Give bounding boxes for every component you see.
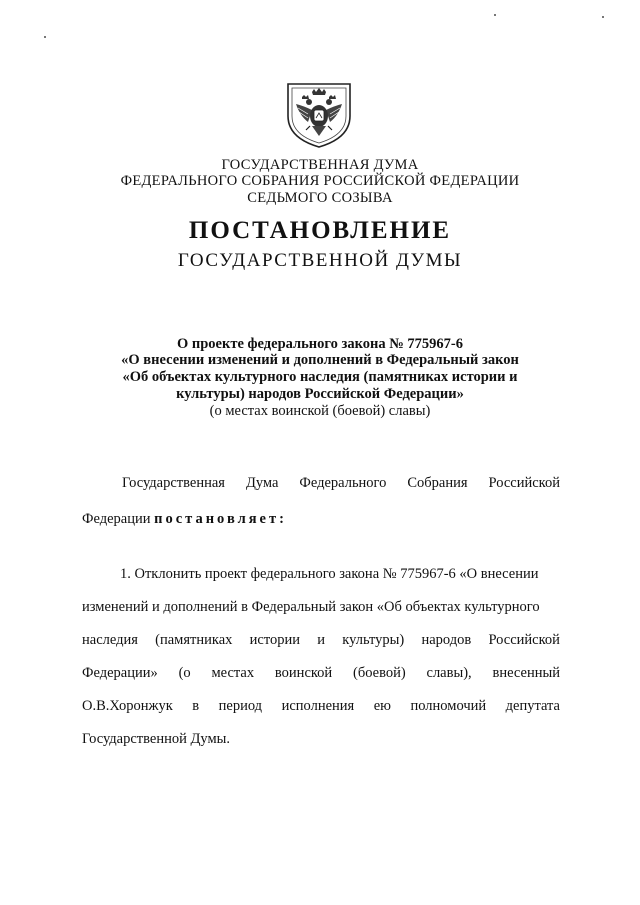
item1-line-6: Государственной Думы.	[82, 731, 230, 747]
preamble-word: Дума	[245, 475, 279, 491]
resolves-word: постановляет:	[154, 511, 287, 527]
subject-line-1: О проекте федерального закона № 775967-6	[176, 336, 464, 352]
subject-line-4: культуры) народов Российской Федерации»	[176, 386, 464, 402]
item1-line-2: изменений и дополнений в Федеральный закон «Об объектах культурного	[82, 599, 540, 615]
issuer-line-3: СЕДЬМОГО СОЗЫВА	[247, 190, 393, 206]
word: культуры)	[342, 632, 405, 648]
word: в	[192, 698, 200, 714]
preamble-word: Государственная	[122, 475, 225, 491]
word: депутата	[505, 698, 560, 714]
issuer-line-2: ФЕДЕРАЛЬНОГО СОБРАНИЯ РОССИЙСКОЙ ФЕДЕРАЦИИ	[120, 173, 520, 189]
subject-line-3: «Об объектах культурного наследия (памятниках истории и	[122, 369, 518, 385]
word: (о	[178, 665, 191, 681]
preamble-word: Собрания	[407, 475, 468, 491]
word: местах	[211, 665, 255, 681]
document-title: ПОСТАНОВЛЕНИЕ	[188, 217, 452, 244]
item1-line-4	[82, 664, 560, 682]
item1-line-5	[82, 697, 560, 715]
word: ею	[373, 698, 391, 714]
scan-speck	[44, 36, 46, 38]
scan-speck	[602, 16, 604, 18]
word: О.В.Хоронжук	[82, 698, 173, 714]
subject-line-2: «О внесении изменений и дополнений в Федеральный закон	[121, 352, 519, 368]
word: исполнения	[281, 698, 355, 714]
item1-line-1: 1. Отклонить проект федерального закона № 775967-6 «О внесении	[120, 566, 539, 582]
document-subtitle: ГОСУДАРСТВЕННОЙ ДУМЫ	[177, 250, 463, 271]
preamble-line-1	[122, 474, 560, 492]
scan-speck	[494, 14, 496, 16]
subject-line-5: (о местах воинской (боевой) славы)	[209, 403, 431, 419]
word: и	[317, 632, 326, 648]
preamble-federation: Федерации	[82, 511, 155, 527]
preamble-line-2	[82, 510, 560, 528]
word: славы),	[426, 665, 472, 681]
word: истории	[249, 632, 301, 648]
word: Федерации»	[82, 665, 158, 681]
word: полномочий	[410, 698, 487, 714]
word: наследия	[82, 632, 138, 648]
preamble-word: Российской	[488, 475, 560, 491]
word: внесенный	[492, 665, 560, 681]
word: Российской	[488, 632, 560, 648]
word: воинской	[274, 665, 333, 681]
word: (боевой)	[353, 665, 406, 681]
coat-of-arms-icon	[282, 80, 356, 150]
issuer-line-1: ГОСУДАРСТВЕННАЯ ДУМА	[221, 157, 419, 173]
item1-line-3	[82, 631, 560, 649]
word: народов	[421, 632, 472, 648]
word: период	[218, 698, 263, 714]
preamble-word: Федерального	[299, 475, 387, 491]
word: (памятниках	[155, 632, 233, 648]
